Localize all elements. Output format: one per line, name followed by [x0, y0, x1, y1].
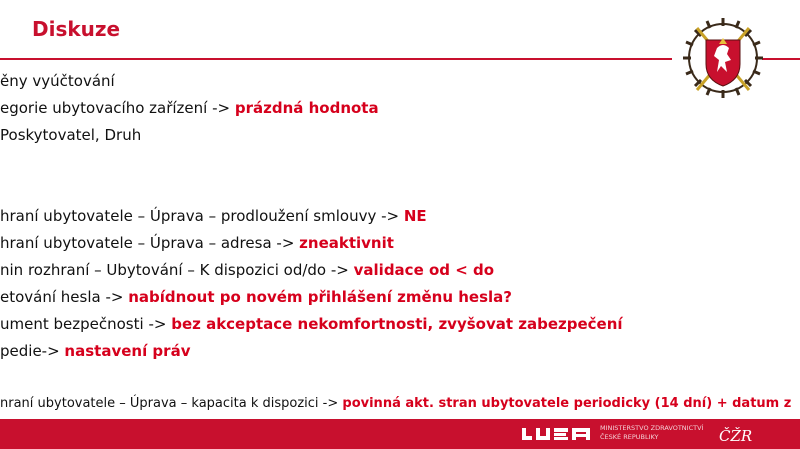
item-highlight: nastavení práv: [64, 342, 191, 360]
ministry-line-2: ČESKÉ REPUBLIKY: [600, 433, 659, 441]
czr-logo-icon: [718, 424, 752, 446]
item-text: pedie->: [0, 342, 65, 360]
item-text: etování hesla ->: [0, 288, 129, 306]
ministry-logo-icon: [522, 426, 592, 442]
item-text: Poskytovatel, Druh: [0, 126, 142, 144]
item-text: egorie ubytovacího zařízení ->: [0, 99, 235, 117]
item-text: ěny vyúčtování: [0, 72, 115, 90]
item-text: nraní ubytovatele – Úprava – kapacita k dispozici ->: [0, 396, 343, 411]
discussion-item: [0, 288, 512, 306]
czr-logo-text: ČŽR: [719, 427, 752, 445]
item-highlight: NE: [403, 207, 427, 225]
item-highlight: nabídnout po novém přihlášení změnu hesla?: [128, 288, 512, 306]
slide-title: Diskuze: [32, 17, 121, 41]
discussion-item: [0, 234, 394, 252]
discussion-item: [0, 396, 791, 411]
title-divider-right: [762, 58, 800, 60]
item-text: hraní ubytovatele – Úprava – adresa ->: [0, 234, 300, 252]
state-emblem-icon: [679, 14, 767, 102]
discussion-item: [0, 261, 494, 279]
ministry-name: [600, 424, 703, 442]
item-highlight: bez akceptace nekomfortnosti, zvyšovat zabezpečení: [171, 315, 623, 333]
discussion-item: [0, 315, 623, 333]
discussion-item: [0, 99, 379, 117]
item-highlight: povinná akt. stran ubytovatele periodicky (14 dní) + datum z: [342, 396, 792, 411]
discussion-item: [0, 342, 190, 360]
item-highlight: zneaktivnit: [299, 234, 394, 252]
item-highlight: prázdná hodnota: [234, 99, 379, 117]
discussion-item: [0, 207, 427, 225]
title-divider: [0, 58, 672, 60]
ministry-line-1: MINISTERSTVO ZDRAVOTNICTVÍ: [600, 424, 704, 432]
discussion-item: [0, 72, 115, 90]
item-text: nin rozhraní – Ubytování – K dispozici od/do ->: [0, 261, 354, 279]
item-highlight: validace od < do: [353, 261, 495, 279]
item-text: ument bezpečnosti ->: [0, 315, 172, 333]
item-text: hraní ubytovatele – Úprava – prodloužení smlouvy ->: [0, 207, 404, 225]
discussion-item: [0, 126, 141, 144]
